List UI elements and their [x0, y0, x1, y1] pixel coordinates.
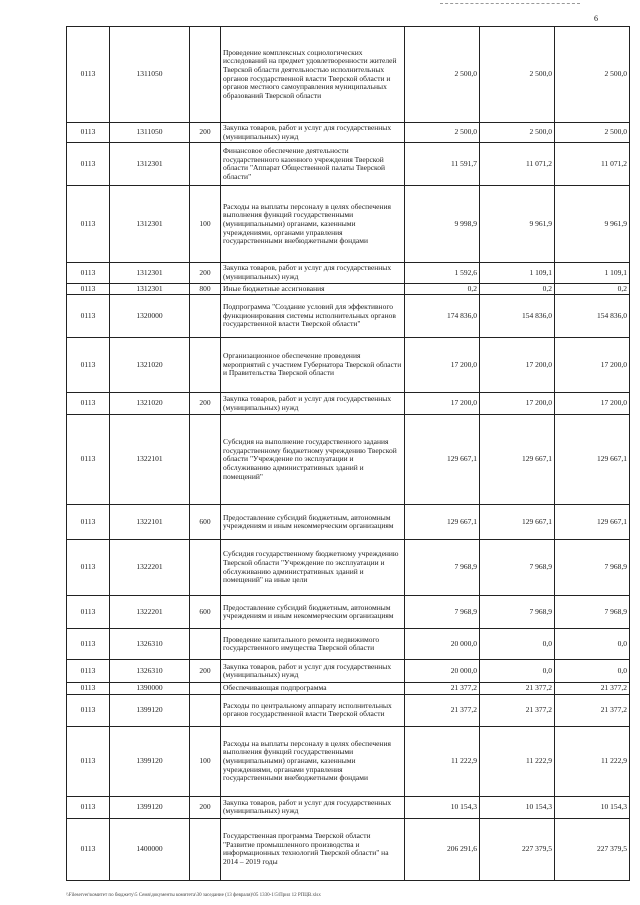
- cell-v3: 17 200,0: [555, 338, 630, 393]
- cell-typ: 600: [190, 505, 221, 540]
- cell-sec: 0113: [67, 415, 110, 505]
- cell-v2: 0,0: [480, 629, 555, 660]
- cell-art: 1399120: [110, 796, 190, 818]
- cell-v1: 174 836,0: [405, 295, 480, 338]
- cell-typ: [190, 629, 221, 660]
- cell-sec: 0113: [67, 27, 110, 123]
- cell-v1: 20 000,0: [405, 660, 480, 683]
- cell-v1: 9 998,9: [405, 186, 480, 263]
- cell-v3: 21 377,2: [555, 683, 630, 695]
- cell-v2: 11 071,2: [480, 143, 555, 186]
- cell-v1: 7 968,9: [405, 540, 480, 596]
- cell-name: Подпрограмма "Создание условий для эффективного функционирования системы исполнительных органов государственной власти Тверской области": [221, 295, 405, 338]
- cell-sec: 0113: [67, 338, 110, 393]
- cell-sec: 0113: [67, 123, 110, 143]
- cell-typ: 100: [190, 726, 221, 796]
- cell-art: 1312301: [110, 186, 190, 263]
- cell-typ: 200: [190, 263, 221, 283]
- table-row: [67, 393, 630, 415]
- cell-v1: 0,2: [405, 283, 480, 295]
- cell-v2: 11 222,9: [480, 726, 555, 796]
- cell-art: 1311050: [110, 27, 190, 123]
- cell-sec: 0113: [67, 596, 110, 629]
- cell-name: Закупка товаров, работ и услуг для государственных (муниципальных) нужд: [221, 263, 405, 283]
- cell-v2: 1 109,1: [480, 263, 555, 283]
- table-row: [67, 143, 630, 186]
- cell-typ: 600: [190, 596, 221, 629]
- cell-v3: 129 667,1: [555, 505, 630, 540]
- table-row: [67, 27, 630, 123]
- table-row: [67, 338, 630, 393]
- table-row: [67, 596, 630, 629]
- cell-sec: 0113: [67, 660, 110, 683]
- cell-v1: 21 377,2: [405, 694, 480, 726]
- cell-art: 1400000: [110, 818, 190, 880]
- cell-name: Проведение капитального ремонта недвижимого государственного имущества Тверской области: [221, 629, 405, 660]
- cell-name: Обеспечивающая подпрограмма: [221, 683, 405, 695]
- cell-art: 1322201: [110, 540, 190, 596]
- cell-v1: 11 222,9: [405, 726, 480, 796]
- cell-typ: [190, 27, 221, 123]
- cell-v2: 21 377,2: [480, 694, 555, 726]
- table-row: [67, 415, 630, 505]
- cell-v3: 11 222,9: [555, 726, 630, 796]
- cell-v1: 17 200,0: [405, 338, 480, 393]
- table-row: [67, 629, 630, 660]
- cell-typ: 200: [190, 660, 221, 683]
- cell-name: Расходы на выплаты персоналу в целях обеспечения выполнения функций государственными (муниципальными) органами, казенными учреждениями, органами управления государственными внебюджетными фондами: [221, 186, 405, 263]
- scan-header-marks: [440, 3, 580, 6]
- cell-typ: 200: [190, 796, 221, 818]
- cell-name: Иные бюджетные ассигнования: [221, 283, 405, 295]
- cell-sec: 0113: [67, 818, 110, 880]
- cell-v1: 21 377,2: [405, 683, 480, 695]
- cell-v2: 129 667,1: [480, 415, 555, 505]
- cell-v2: 227 379,5: [480, 818, 555, 880]
- cell-typ: 200: [190, 393, 221, 415]
- file-path-footer: \\Fileserver\комитет по бюджету\5 Семя\документы комитета\30 заседание (13 февраля)\05 1330-1\5\Прил 12 РПЦВ.xlsx: [66, 893, 321, 898]
- cell-v1: 129 667,1: [405, 505, 480, 540]
- cell-v2: 2 500,0: [480, 27, 555, 123]
- cell-v2: 0,2: [480, 283, 555, 295]
- table-row: [67, 263, 630, 283]
- cell-sec: 0113: [67, 295, 110, 338]
- cell-name: Расходы по центральному аппарату исполнительных органов государственной власти Тверской области: [221, 694, 405, 726]
- cell-name: Проведение комплексных социологических исследований на предмет удовлетворенности жителей Тверской области деятельностью исполнительных органов государственной власти Тверской области и органов местного самоуправления муниципальных образований Тверской области: [221, 27, 405, 123]
- cell-v3: 17 200,0: [555, 393, 630, 415]
- cell-sec: 0113: [67, 263, 110, 283]
- cell-sec: 0113: [67, 694, 110, 726]
- cell-name: Государственная программа Тверской области "Развитие промышленного производства и информационных технологий Тверской области" на 2014 – 2019 годы: [221, 818, 405, 880]
- cell-art: 1312301: [110, 263, 190, 283]
- cell-typ: [190, 143, 221, 186]
- cell-typ: [190, 683, 221, 695]
- table-row: [67, 694, 630, 726]
- cell-art: 1326310: [110, 629, 190, 660]
- table-row: [67, 726, 630, 796]
- cell-typ: [190, 338, 221, 393]
- cell-v1: 17 200,0: [405, 393, 480, 415]
- cell-name: Закупка товаров, работ и услуг для государственных (муниципальных) нужд: [221, 393, 405, 415]
- table-row: [67, 540, 630, 596]
- cell-sec: 0113: [67, 683, 110, 695]
- cell-v1: 2 500,0: [405, 27, 480, 123]
- cell-art: 1321020: [110, 393, 190, 415]
- cell-sec: 0113: [67, 283, 110, 295]
- cell-v2: 17 200,0: [480, 393, 555, 415]
- cell-v3: 0,2: [555, 283, 630, 295]
- cell-name: Расходы на выплаты персоналу в целях обеспечения выполнения функций государственными (муниципальными) органами, казенными учреждениями, органами управления государственными внебюджетными фондами: [221, 726, 405, 796]
- table-row: [67, 818, 630, 880]
- cell-sec: 0113: [67, 629, 110, 660]
- table-row: [67, 123, 630, 143]
- cell-name: Закупка товаров, работ и услуг для государственных (муниципальных) нужд: [221, 796, 405, 818]
- cell-name: Организационное обеспечение проведения мероприятий с участием Губернатора Тверской области и Правительства Тверской области: [221, 338, 405, 393]
- table-row: [67, 283, 630, 295]
- cell-name: Субсидия на выполнение государственного задания государственному бюджетному учреждению Тверской области "Учреждение по эксплуатации и обслуживанию административных зданий и помещений": [221, 415, 405, 505]
- cell-typ: [190, 818, 221, 880]
- cell-v1: 7 968,9: [405, 596, 480, 629]
- cell-art: 1322101: [110, 505, 190, 540]
- cell-art: 1320000: [110, 295, 190, 338]
- budget-table: [66, 26, 630, 881]
- cell-art: 1322101: [110, 415, 190, 505]
- table-row: [67, 295, 630, 338]
- cell-sec: 0113: [67, 393, 110, 415]
- cell-typ: 100: [190, 186, 221, 263]
- cell-name: Предоставление субсидий бюджетным, автономным учреждениям и иным некоммерческим организациям: [221, 505, 405, 540]
- cell-v3: 1 109,1: [555, 263, 630, 283]
- cell-typ: [190, 540, 221, 596]
- cell-v3: 154 836,0: [555, 295, 630, 338]
- cell-name: Субсидия государственному бюджетному учреждению Тверской области "Учреждение по эксплуатации и обслуживанию административных зданий и помещений" на иные цели: [221, 540, 405, 596]
- cell-v3: 9 961,9: [555, 186, 630, 263]
- cell-art: 1399120: [110, 726, 190, 796]
- cell-art: 1312301: [110, 283, 190, 295]
- table-row: [67, 796, 630, 818]
- cell-sec: 0113: [67, 540, 110, 596]
- cell-v3: 0,0: [555, 660, 630, 683]
- table-row: [67, 660, 630, 683]
- cell-v2: 129 667,1: [480, 505, 555, 540]
- page-number: 6: [594, 14, 598, 23]
- cell-typ: 800: [190, 283, 221, 295]
- cell-v2: 7 968,9: [480, 540, 555, 596]
- cell-v2: 154 836,0: [480, 295, 555, 338]
- cell-art: 1312301: [110, 143, 190, 186]
- cell-sec: 0113: [67, 143, 110, 186]
- cell-v1: 11 591,7: [405, 143, 480, 186]
- cell-v1: 20 000,0: [405, 629, 480, 660]
- cell-sec: 0113: [67, 505, 110, 540]
- cell-typ: [190, 415, 221, 505]
- table-row: [67, 683, 630, 695]
- cell-art: 1326310: [110, 660, 190, 683]
- cell-sec: 0113: [67, 796, 110, 818]
- cell-art: 1322201: [110, 596, 190, 629]
- cell-v1: 129 667,1: [405, 415, 480, 505]
- table-row: [67, 186, 630, 263]
- cell-v1: 206 291,6: [405, 818, 480, 880]
- cell-v2: 17 200,0: [480, 338, 555, 393]
- cell-v1: 2 500,0: [405, 123, 480, 143]
- cell-v2: 21 377,2: [480, 683, 555, 695]
- cell-name: Закупка товаров, работ и услуг для государственных (муниципальных) нужд: [221, 660, 405, 683]
- cell-typ: [190, 694, 221, 726]
- cell-v3: 2 500,0: [555, 27, 630, 123]
- cell-v2: 0,0: [480, 660, 555, 683]
- table-row: [67, 505, 630, 540]
- cell-v3: 7 968,9: [555, 596, 630, 629]
- cell-v3: 227 379,5: [555, 818, 630, 880]
- cell-v2: 9 961,9: [480, 186, 555, 263]
- cell-art: 1399120: [110, 694, 190, 726]
- cell-typ: 200: [190, 123, 221, 143]
- cell-sec: 0113: [67, 186, 110, 263]
- cell-sec: 0113: [67, 726, 110, 796]
- cell-v1: 10 154,3: [405, 796, 480, 818]
- cell-name: Закупка товаров, работ и услуг для государственных (муниципальных) нужд: [221, 123, 405, 143]
- cell-art: 1390000: [110, 683, 190, 695]
- cell-v3: 0,0: [555, 629, 630, 660]
- cell-name: Финансовое обеспечение деятельности государственного казенного учреждения Тверской области "Аппарат Общественной палаты Тверской области": [221, 143, 405, 186]
- cell-art: 1321020: [110, 338, 190, 393]
- cell-typ: [190, 295, 221, 338]
- cell-v1: 1 592,6: [405, 263, 480, 283]
- cell-v2: 10 154,3: [480, 796, 555, 818]
- cell-v3: 21 377,2: [555, 694, 630, 726]
- cell-v2: 2 500,0: [480, 123, 555, 143]
- cell-name: Предоставление субсидий бюджетным, автономным учреждениям и иным некоммерческим организациям: [221, 596, 405, 629]
- cell-v3: 11 071,2: [555, 143, 630, 186]
- cell-v3: 7 968,9: [555, 540, 630, 596]
- cell-art: 1311050: [110, 123, 190, 143]
- cell-v2: 7 968,9: [480, 596, 555, 629]
- cell-v3: 2 500,0: [555, 123, 630, 143]
- cell-v3: 10 154,3: [555, 796, 630, 818]
- cell-v3: 129 667,1: [555, 415, 630, 505]
